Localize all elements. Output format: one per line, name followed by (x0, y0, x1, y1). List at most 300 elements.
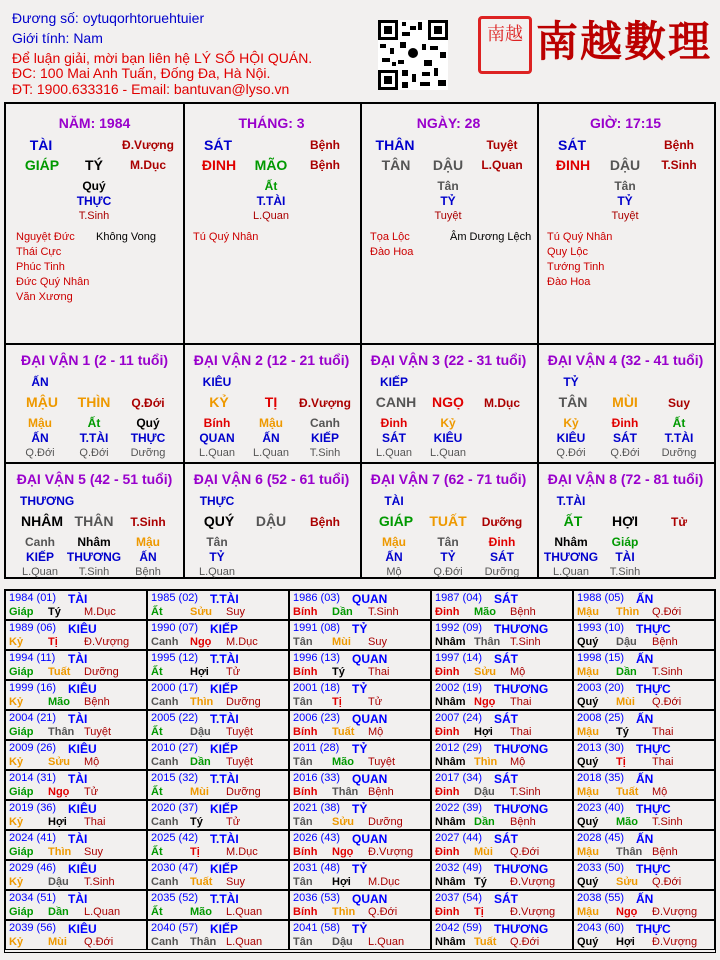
dai-van-state: T.Sinh (130, 515, 166, 529)
year-cell (289, 620, 431, 650)
pillar-star: Thái Cực (16, 246, 62, 258)
year-cell (289, 830, 431, 860)
year-label: 1992 (09) (435, 622, 483, 634)
year-cell (289, 590, 431, 620)
year-stem: Bính (293, 846, 318, 858)
dai-van-title: ĐẠI VẬN 2 (12 - 21 tuổi) (193, 352, 350, 368)
year-state: Đ.Vượng (84, 636, 130, 648)
year-label: 2020 (37) (151, 802, 199, 814)
year-stem: Đinh (435, 906, 460, 918)
year-branch: Tý (190, 816, 203, 828)
year-branch: Tuất (190, 876, 213, 888)
dai-van-hidden-god: TỶ (209, 550, 225, 564)
year-branch: Tý (474, 876, 487, 888)
year-stem: Nhâm (435, 876, 466, 888)
pillar-hidden-state: Tuyệt (434, 210, 462, 222)
year-label: 2006 (23) (293, 712, 341, 724)
year-cell (147, 860, 289, 890)
year-branch: Ngọ (332, 846, 354, 858)
dai-van-hidden-state: Q.Đới (79, 447, 109, 459)
year-branch: Hợi (48, 816, 67, 828)
dai-van-branch: TUẤT (429, 513, 467, 529)
pillar-star: Quy Lộc (547, 246, 588, 258)
year-branch: Dần (48, 906, 69, 918)
dai-van-state: Q.Đới (131, 396, 165, 410)
year-stem: Giáp (9, 906, 34, 918)
year-cell (289, 770, 431, 800)
year-branch: Mão (190, 906, 212, 918)
year-cell (573, 590, 715, 620)
year-cell (147, 770, 289, 800)
pillar-title: NGÀY: 28 (416, 115, 481, 131)
year-state: M.Dục (226, 846, 258, 858)
year-branch: Thìn (474, 756, 498, 768)
dai-van-hidden-stem: Mậu (28, 416, 52, 430)
year-god: THỰC (636, 742, 671, 756)
pillar-stem: ĐINH (201, 157, 237, 173)
year-branch: Hợi (616, 936, 635, 948)
year-cell (289, 650, 431, 680)
year-branch: Tuất (48, 666, 71, 678)
dai-van-god: TỶ (563, 375, 579, 389)
owner-label: Đương số: (12, 10, 79, 26)
year-label: 2017 (34) (435, 772, 483, 784)
year-stem: Nhâm (435, 696, 466, 708)
year-god: SÁT (494, 832, 518, 846)
dai-van-hidden-stem: Nhâm (554, 535, 588, 549)
year-branch: Dậu (616, 636, 637, 648)
dai-van-title: ĐẠI VẬN 6 (52 - 61 tuổi) (193, 471, 350, 487)
year-branch: Thân (190, 936, 217, 948)
year-label: 2037 (54) (435, 892, 483, 904)
dai-van-hidden-god: THỰC (130, 431, 166, 445)
dai-van-hidden-state: T.Sinh (78, 566, 110, 578)
dai-van-hidden-god: KIÊU (556, 431, 586, 445)
year-branch: Sửu (616, 876, 639, 888)
year-god: ẤN (636, 892, 654, 906)
dai-van-hidden-stem: Tân (206, 535, 228, 549)
pillar-star: Đào Hoa (370, 246, 414, 258)
year-stem: Ất (151, 666, 163, 678)
year-god: ẤN (636, 712, 654, 726)
year-state: Q.Đới (368, 906, 398, 918)
year-cell (5, 830, 147, 860)
year-stem: Kỷ (9, 756, 24, 768)
year-branch: Dậu (190, 726, 211, 738)
pillar-hidden-god: T.TÀI (256, 194, 286, 208)
year-label: 2036 (53) (293, 892, 341, 904)
year-cell (147, 620, 289, 650)
year-label: 2021 (38) (293, 802, 341, 814)
year-stem: Giáp (9, 726, 34, 738)
year-state: Suy (368, 636, 387, 648)
dai-van-stem: CANH (375, 394, 417, 410)
year-stem: Canh (151, 756, 179, 768)
pillar-star: Tướng Tinh (547, 261, 605, 273)
year-god: THƯƠNG (494, 682, 549, 696)
year-label: 2005 (22) (151, 712, 199, 724)
year-branch: Tý (48, 606, 61, 618)
dai-van-title: ĐẠI VẬN 8 (72 - 81 tuổi) (547, 471, 704, 487)
year-state: Thai (84, 816, 106, 828)
year-cell (5, 770, 147, 800)
qr-code-icon (378, 20, 448, 90)
pillar-state2: T.Sinh (661, 158, 697, 172)
year-state: Dưỡng (84, 666, 119, 678)
year-label: 1997 (14) (435, 652, 483, 664)
year-god: SÁT (494, 772, 518, 786)
year-state: T.Sinh (510, 636, 541, 648)
dai-van-hidden-god: TỶ (440, 550, 456, 564)
year-state: T.Sinh (368, 606, 399, 618)
pillar-hidden-state: L.Quan (252, 210, 290, 222)
year-state: Tử (226, 666, 241, 678)
dai-van-hidden-god: T.TÀI (79, 431, 109, 445)
year-branch: Tý (616, 726, 629, 738)
year-state: Thai (510, 696, 532, 708)
pillar-star: Nguyệt Đức (16, 231, 75, 243)
dai-van-hidden-state: Bệnh (135, 566, 161, 578)
year-label: 2003 (20) (577, 682, 625, 694)
pillar-star: Không Vong (96, 231, 156, 243)
pillar-state1: Bệnh (310, 138, 340, 152)
year-state: Q.Đới (652, 876, 682, 888)
year-stem: Ất (151, 846, 163, 858)
year-stem: Nhâm (435, 756, 466, 768)
dai-van-hidden-god: KIẾP (25, 550, 54, 564)
year-state: Q.Đới (652, 696, 682, 708)
year-branch: Tị (190, 846, 200, 858)
pillar-title: NĂM: 1984 (58, 115, 131, 131)
year-label: 2014 (31) (9, 772, 57, 784)
year-state: Tuyệt (368, 756, 396, 768)
year-cell (289, 920, 431, 950)
year-cell (5, 650, 147, 680)
year-god: THƯƠNG (494, 802, 549, 816)
dai-van-hidden-god: TÀI (615, 550, 635, 564)
pillar-hidden-stem: Tân (614, 179, 636, 193)
year-cell (573, 890, 715, 920)
dai-van-hidden-state: L.Quan (198, 447, 236, 459)
year-god: KIÊU (68, 682, 97, 696)
year-branch: Thân (332, 786, 359, 798)
dai-van-hidden-god: KIÊU (433, 431, 463, 445)
dai-van-hidden-god: ẤN (262, 431, 280, 445)
year-cell (289, 800, 431, 830)
year-god: T.TÀI (210, 592, 239, 606)
year-branch: Mùi (48, 936, 67, 948)
year-stem: Kỷ (9, 876, 24, 888)
year-cell (573, 680, 715, 710)
year-god: KIÊU (68, 922, 97, 936)
year-stem: Nhâm (435, 816, 466, 828)
year-cell (431, 860, 573, 890)
year-branch: Mùi (474, 846, 493, 858)
pillar-star: Đức Quý Nhân (16, 276, 90, 288)
year-god: TỶ (352, 622, 368, 636)
seal-text: 南越 (487, 24, 523, 45)
year-stem: Canh (151, 636, 179, 648)
year-branch: Tị (616, 756, 626, 768)
dai-van-title: ĐẠI VẬN 3 (22 - 31 tuổi) (370, 352, 527, 368)
dai-van-hidden-state: L.Quan (21, 566, 59, 578)
year-label: 2035 (52) (151, 892, 199, 904)
year-stem: Tân (293, 756, 313, 768)
year-god: QUAN (352, 592, 388, 606)
year-stem: Kỷ (9, 696, 24, 708)
year-state: Tuyệt (84, 726, 112, 738)
dai-van-branch: TỊ (264, 394, 278, 410)
year-state: M.Dục (368, 876, 400, 888)
year-state: Suy (84, 846, 103, 858)
dai-van-title: ĐẠI VẬN 7 (62 - 71 tuổi) (370, 471, 527, 487)
year-god: KIẾP (210, 622, 239, 636)
year-branch: Dậu (332, 936, 353, 948)
year-stem: Ất (151, 906, 163, 918)
year-god: QUAN (352, 652, 388, 666)
dai-van-god: THỰC (199, 494, 235, 508)
year-stem: Quý (577, 756, 599, 768)
dai-van-hidden-stem: Đinh (611, 416, 639, 430)
year-god: T.TÀI (210, 772, 239, 786)
year-label: 1988 (05) (577, 592, 625, 604)
year-branch: Ngọ (616, 906, 638, 918)
owner-value: oytuqorhtoruehtuier (82, 10, 205, 26)
year-stem: Tân (293, 936, 313, 948)
dai-van-hidden-stem: Canh (310, 416, 340, 430)
dai-van-god: ẤN (31, 375, 49, 389)
year-cell (147, 650, 289, 680)
year-state: Mộ (84, 756, 100, 768)
year-state: M.Dục (226, 636, 258, 648)
year-god: T.TÀI (210, 652, 239, 666)
year-cell (147, 590, 289, 620)
year-stem: Đinh (435, 786, 460, 798)
year-label: 2028 (45) (577, 832, 625, 844)
pillar-title: GIỜ: 17:15 (589, 115, 662, 131)
pillar-hidden-god: TỶ (617, 194, 633, 208)
year-state: L.Quan (368, 936, 405, 948)
year-god: QUAN (352, 892, 388, 906)
pillar-hidden-state: T.Sinh (78, 210, 110, 222)
pillar-branch: TÝ (85, 157, 103, 173)
pillar-star: Văn Xương (16, 291, 73, 303)
year-label: 1998 (15) (577, 652, 625, 664)
year-god: KIẾP (210, 742, 239, 756)
year-state: Tử (84, 786, 99, 798)
dai-van-hidden-stem: Ất (87, 416, 101, 430)
year-god: SÁT (494, 652, 518, 666)
year-god: TỶ (352, 682, 368, 696)
dai-van-hidden-god: SÁT (613, 431, 637, 445)
year-stem: Bính (293, 786, 318, 798)
pillar-stem: GIÁP (24, 157, 60, 173)
pillar-star: Âm Dương Lệch (450, 231, 532, 243)
dai-van-stem: GIÁP (378, 513, 414, 529)
year-branch: Dần (474, 816, 495, 828)
dai-van-title: ĐẠI VẬN 1 (2 - 11 tuổi) (20, 352, 169, 368)
pillar-star: Phúc Tinh (16, 261, 65, 273)
year-stem: Mậu (577, 666, 599, 678)
year-state: T.Sinh (652, 816, 683, 828)
year-god: KIÊU (68, 622, 97, 636)
year-state: T.Sinh (652, 666, 683, 678)
year-cell (431, 680, 573, 710)
dai-van-branch: THÌN (77, 394, 111, 410)
dai-van-god: KIẾP (379, 375, 408, 389)
year-cell (431, 920, 573, 950)
year-state: Tuyệt (226, 756, 254, 768)
pillar-state1: Đ.Vượng (122, 138, 174, 152)
year-stem: Quý (577, 936, 599, 948)
year-branch: Dần (190, 756, 211, 768)
pillar-stem: ĐINH (555, 157, 591, 173)
year-label: 2040 (57) (151, 922, 199, 934)
dai-van-hidden-stem: Nhâm (77, 535, 111, 549)
year-label: 2026 (43) (293, 832, 341, 844)
year-state: Tử (226, 816, 241, 828)
year-stem: Canh (151, 936, 179, 948)
year-label: 2023 (40) (577, 802, 625, 814)
year-god: KIÊU (68, 862, 97, 876)
year-stem: Giáp (9, 786, 34, 798)
year-cell (573, 800, 715, 830)
dai-van-stem: TÂN (558, 394, 588, 410)
dai-van-stem: QUÝ (203, 513, 235, 529)
dai-van-stem: MẬU (26, 394, 58, 410)
year-god: THỰC (636, 922, 671, 936)
year-god: TỶ (352, 922, 368, 936)
dai-van-hidden-state: Mộ (386, 566, 402, 578)
year-label: 2013 (30) (577, 742, 625, 754)
dai-van-hidden-god: T.TÀI (664, 431, 694, 445)
year-branch: Sửu (48, 756, 71, 768)
year-branch: Thân (474, 636, 501, 648)
dai-van-god: THƯƠNG (20, 494, 75, 508)
dai-van-branch: NGỌ (432, 394, 464, 410)
year-label: 1990 (07) (151, 622, 199, 634)
year-stem: Quý (577, 696, 599, 708)
dai-van-god: TÀI (384, 494, 404, 508)
year-god: KIÊU (68, 802, 97, 816)
year-god: TÀI (68, 592, 88, 606)
pillar-state2: M.Dục (130, 158, 166, 172)
year-god: TỶ (352, 802, 368, 816)
year-cell (5, 920, 147, 950)
year-label: 2018 (35) (577, 772, 625, 784)
dai-van-title: ĐẠI VẬN 5 (42 - 51 tuổi) (16, 471, 173, 487)
contact-line: Để luận giải, mời bạn liên hệ LÝ SỐ HỘI QUÁN. (12, 50, 313, 66)
pillar-god: TÀI (29, 137, 53, 153)
year-cell (147, 680, 289, 710)
year-state: Tuyệt (226, 726, 254, 738)
year-state: L.Quan (226, 936, 263, 948)
pillar-table (4, 102, 716, 579)
year-state: Bệnh (652, 846, 678, 858)
dai-van-hidden-state: Dưỡng (661, 447, 697, 459)
dai-van-hidden-state: L.Quan (252, 447, 290, 459)
year-branch: Hợi (474, 726, 493, 738)
dai-van-hidden-state: Q.Đới (556, 447, 586, 459)
year-label: 2011 (28) (293, 742, 340, 754)
year-stem: Quý (577, 876, 599, 888)
year-label: 2022 (39) (435, 802, 483, 814)
year-label: 1995 (12) (151, 652, 199, 664)
year-stem: Kỷ (9, 636, 24, 648)
year-label: 2010 (27) (151, 742, 199, 754)
year-cell (147, 740, 289, 770)
year-cell (431, 620, 573, 650)
year-cell (431, 710, 573, 740)
dai-van-hidden-state: Q.Đới (433, 566, 463, 578)
dai-van-hidden-god: ẤN (385, 550, 403, 564)
year-god: ẤN (636, 832, 654, 846)
year-cell (5, 800, 147, 830)
year-cell (431, 800, 573, 830)
year-branch: Mão (48, 696, 70, 708)
year-branch: Tuất (616, 786, 639, 798)
year-cell (573, 860, 715, 890)
year-state: Đ.Vượng (510, 906, 556, 918)
dai-van-branch: MÙI (612, 394, 638, 410)
year-god: KIẾP (210, 682, 239, 696)
dai-van-hidden-stem: Kỷ (440, 416, 456, 430)
year-stem: Đinh (435, 726, 460, 738)
year-stem: Ất (151, 786, 163, 798)
year-label: 1989 (06) (9, 622, 57, 634)
year-state: Đ.Vượng (510, 876, 556, 888)
year-god: QUAN (352, 772, 388, 786)
year-stem: Quý (577, 816, 599, 828)
dai-van-branch: DẬU (255, 513, 287, 529)
year-stem: Mậu (577, 846, 599, 858)
year-branch: Thìn (616, 606, 640, 618)
dai-van-hidden-stem: Ất (672, 416, 686, 430)
year-cell (573, 710, 715, 740)
year-cell (431, 890, 573, 920)
year-stem: Tân (293, 696, 313, 708)
year-cell (147, 890, 289, 920)
year-god: THƯƠNG (494, 922, 549, 936)
year-branch: Sửu (474, 666, 497, 678)
year-cell (289, 740, 431, 770)
year-stem: Tân (293, 876, 313, 888)
year-stem: Giáp (9, 846, 34, 858)
year-stem: Kỷ (9, 816, 24, 828)
year-state: Suy (226, 606, 245, 618)
dai-van-hidden-state: L.Quan (375, 447, 413, 459)
year-cell (289, 890, 431, 920)
year-branch: Dậu (48, 876, 69, 888)
year-stem: Đinh (435, 666, 460, 678)
year-branch: Thân (616, 846, 643, 858)
year-label: 2043 (60) (577, 922, 625, 934)
year-branch: Thân (48, 726, 75, 738)
year-state: Thai (652, 726, 674, 738)
phone-email-line: ĐT: 1900.633316 - Email: bantuvan@lyso.vn (12, 81, 290, 97)
dai-van-state: M.Dục (484, 396, 520, 410)
year-stem: Mậu (577, 786, 599, 798)
dai-van-hidden-state: T.Sinh (309, 447, 341, 459)
year-label: 2031 (48) (293, 862, 341, 874)
year-state: Q.Đới (84, 936, 114, 948)
year-god: T.TÀI (210, 892, 239, 906)
year-cell (147, 920, 289, 950)
pillar-state2: Bệnh (310, 158, 340, 172)
year-god: TÀI (68, 712, 88, 726)
year-state: Mộ (510, 756, 526, 768)
year-state: T.Sinh (84, 876, 115, 888)
